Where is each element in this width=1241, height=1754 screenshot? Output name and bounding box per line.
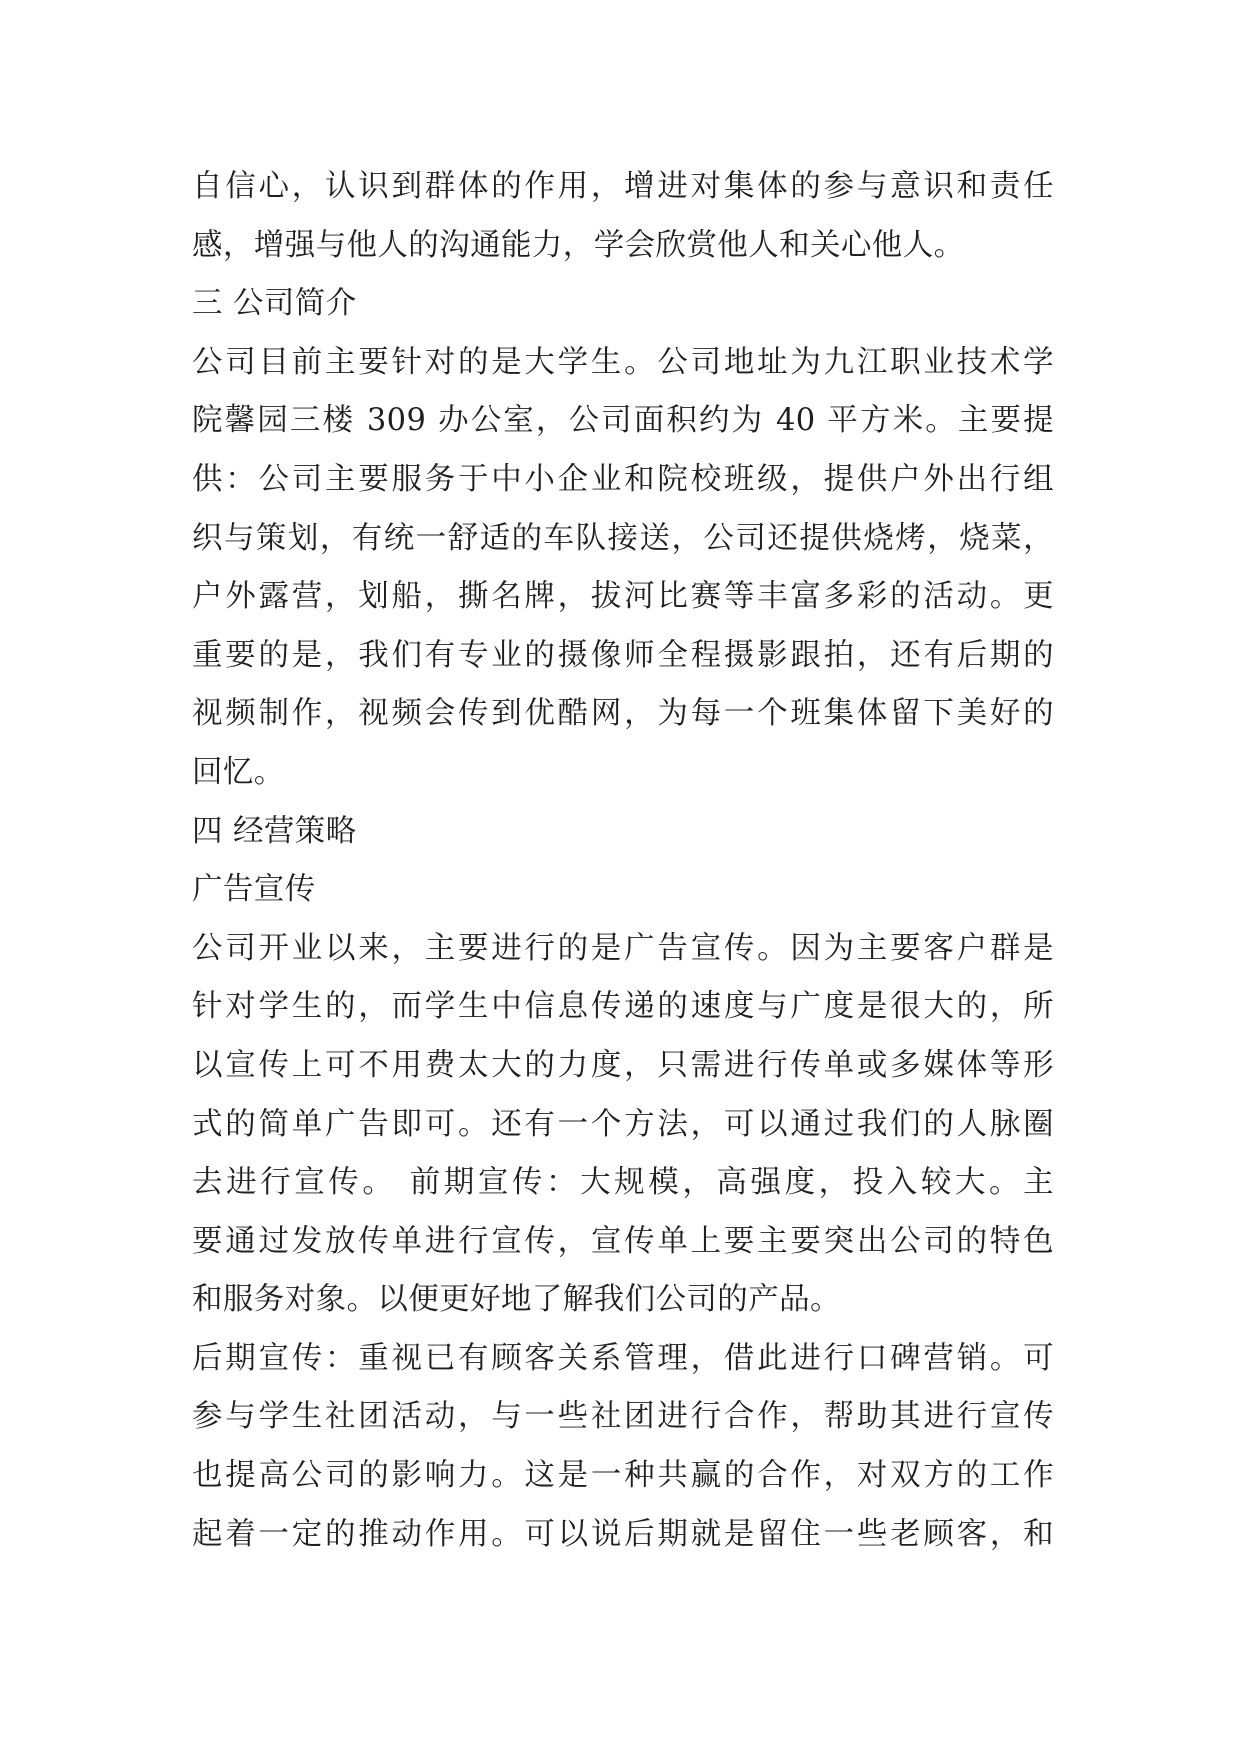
body-line: 户外露营，划船，撕名牌，拔河比赛等丰富多彩的活动。更 xyxy=(192,579,1054,615)
body-line: 和服务对象。以便更好地了解我们公司的产品。 xyxy=(192,1282,841,1318)
subsection-heading: 广告宣传 xyxy=(192,872,316,908)
body-line: 感，增强与他人的沟通能力，学会欣赏他人和关心他人。 xyxy=(192,227,965,263)
section-heading: 四 经营策略 xyxy=(192,813,357,849)
body-line: 式的简单广告即可。还有一个方法，可以通过我们的人脉圈 xyxy=(192,1106,1054,1142)
body-line: 回忆。 xyxy=(192,754,285,790)
body-line: 去进行宣传。 前期宣传：大规模，高强度，投入较大。主 xyxy=(192,1165,1054,1201)
body-line: 供：公司主要服务于中小企业和院校班级，提供户外出行组 xyxy=(192,461,1054,497)
section-heading: 三 公司简介 xyxy=(192,286,357,322)
body-line: 也提高公司的影响力。这是一种共赢的合作，对双方的工作 xyxy=(192,1458,1054,1494)
body-line: 视频制作，视频会传到优酷网，为每一个班集体留下美好的 xyxy=(192,696,1054,732)
body-line: 后期宣传：重视已有顾客关系管理，借此进行口碑营销。可 xyxy=(192,1340,1054,1376)
body-line: 院馨园三楼 309 办公室，公司面积约为 40 平方米。主要提 xyxy=(192,403,1054,439)
body-line: 以宣传上可不用费太大的力度，只需进行传单或多媒体等形 xyxy=(192,1047,1054,1083)
body-line: 自信心，认识到群体的作用，增进对集体的参与意识和责任 xyxy=(192,169,1054,204)
body-line: 针对学生的，而学生中信息传递的速度与广度是很大的，所 xyxy=(192,989,1054,1025)
body-line: 织与策划，有统一舒适的车队接送，公司还提供烧烤，烧菜， xyxy=(192,520,1054,556)
body-line: 要通过发放传单进行宣传，宣传单上要主要突出公司的特色 xyxy=(192,1223,1054,1259)
body-line: 参与学生社团活动，与一些社团进行合作，帮助其进行宣传 xyxy=(192,1399,1054,1435)
document-body xyxy=(192,158,1054,1564)
body-line: 公司开业以来，主要进行的是广告宣传。因为主要客户群是 xyxy=(192,930,1054,966)
body-line: 公司目前主要针对的是大学生。公司地址为九江职业技术学 xyxy=(192,344,1054,380)
body-line: 起着一定的推动作用。可以说后期就是留住一些老顾客，和 xyxy=(192,1516,1054,1552)
body-line: 重要的是，我们有专业的摄像师全程摄影跟拍，还有后期的 xyxy=(192,637,1054,673)
